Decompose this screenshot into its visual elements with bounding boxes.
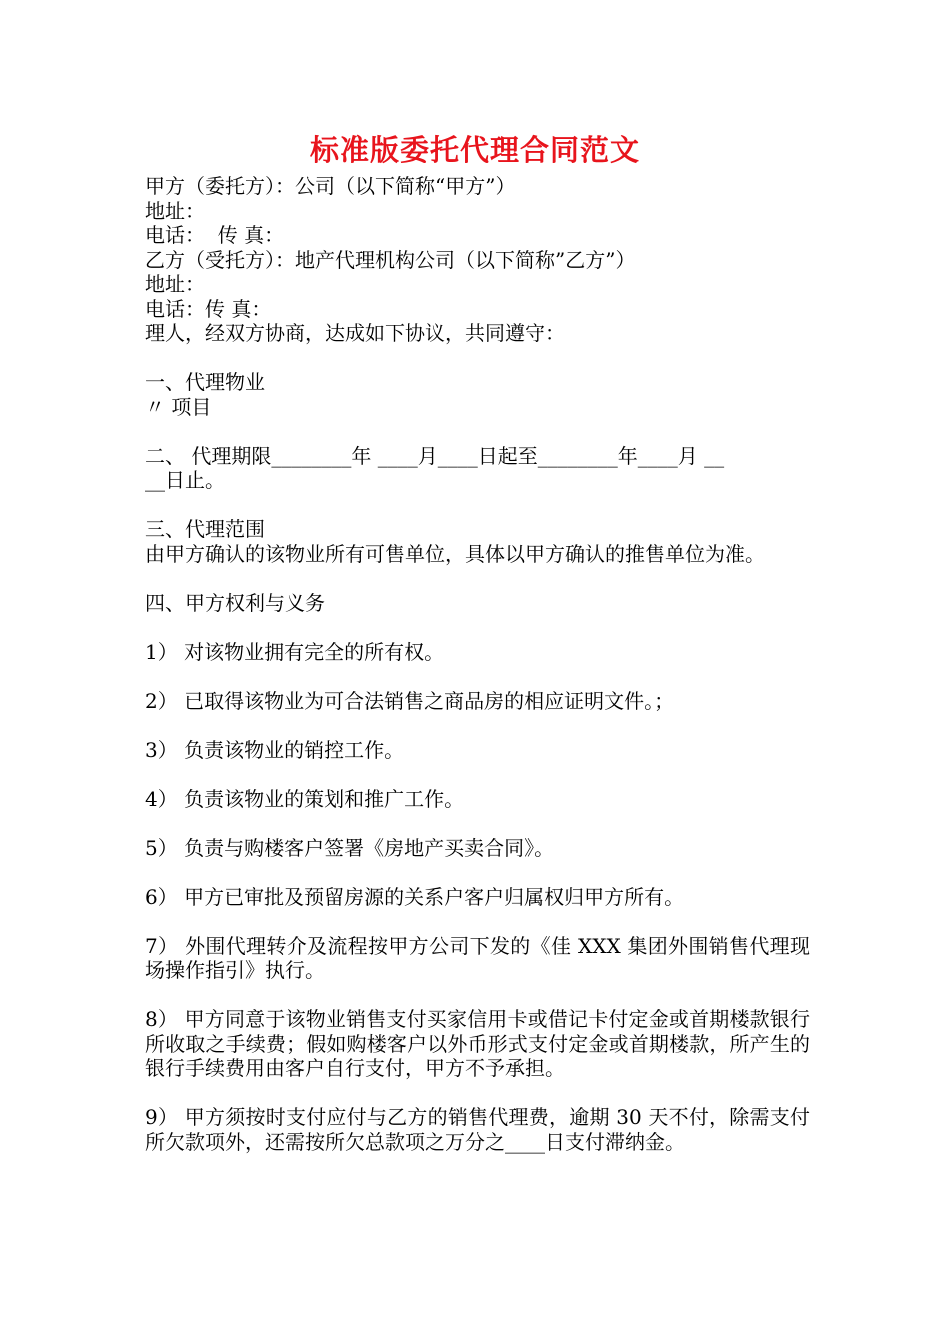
spacer bbox=[145, 419, 810, 444]
spacer bbox=[145, 713, 810, 738]
party-b-address: 地址： bbox=[145, 272, 205, 296]
list-item: 6） 甲方已审批及预留房源的关系户客户归属权归甲方所有。 bbox=[145, 884, 685, 909]
list-item: 8） 甲方同意于该物业销售支付买家信用卡或借记卡付定金或首期楼款银行所收取之手续费；假如购楼客户以外币形式支付定金或首期楼款，所产生的银行手续费用由客户自行支付，甲方不予承担。 bbox=[145, 1007, 810, 1080]
party-b-line: 乙方（受托方）：地产代理机构公司（以下简称”乙方”） bbox=[145, 247, 636, 272]
section-2-line-1: 二、 代理期限________年 ____月____日起至________年____月 __ bbox=[145, 443, 725, 468]
document-body bbox=[145, 174, 810, 1154]
document-title: 标准版委托代理合同范文 bbox=[309, 133, 640, 167]
section-3-content: 由甲方确认的该物业所有可售单位，具体以甲方确认的推售单位为准。 bbox=[145, 541, 765, 566]
spacer bbox=[145, 811, 810, 836]
section-2-line-2: __日止。 bbox=[145, 468, 225, 492]
spacer bbox=[145, 493, 810, 518]
list-item: 2） 已取得该物业为可合法销售之商品房的相应证明文件。； bbox=[145, 688, 675, 713]
spacer bbox=[145, 860, 810, 885]
list-item: 1） 对该物业拥有完全的所有权。 bbox=[145, 639, 445, 664]
party-a-address: 地址： bbox=[145, 198, 205, 223]
spacer bbox=[145, 346, 810, 371]
section-3-heading: 三、代理范围 bbox=[145, 517, 265, 541]
party-b-phone-fax: 电话：传 真： bbox=[145, 296, 272, 321]
list-item: 3） 负责该物业的销控工作。 bbox=[145, 737, 405, 762]
spacer bbox=[145, 983, 810, 1008]
list-item: 9） 甲方须按时支付应付与乙方的销售代理费，逾期 30 天不付，除需支付所欠款项外，还需按所欠总款项之万分之____日支付滞纳金。 bbox=[145, 1105, 810, 1154]
spacer bbox=[145, 762, 810, 787]
list-item: 4） 负责该物业的策划和推广工作。 bbox=[145, 786, 465, 811]
list-item: 5） 负责与购楼客户签署《房地产买卖合同》。 bbox=[145, 835, 555, 860]
spacer bbox=[145, 909, 810, 934]
agreement-intro: 理人，经双方协商，达成如下协议，共同遵守： bbox=[145, 321, 565, 345]
spacer bbox=[145, 1081, 810, 1106]
section-1-heading: 一、代理物业 bbox=[145, 370, 265, 394]
section-1-content: 〃 项目 bbox=[145, 394, 212, 419]
party-a-phone-fax: 电话： 传 真： bbox=[145, 223, 285, 247]
spacer bbox=[145, 566, 810, 591]
spacer bbox=[145, 615, 810, 640]
section-4-heading: 四、甲方权利与义务 bbox=[145, 590, 325, 615]
party-a-line: 甲方（委托方）：公司（以下简称“甲方”） bbox=[145, 174, 516, 198]
list-item: 7） 外围代理转介及流程按甲方公司下发的《佳 XXX 集团外围销售代理现场操作指引》执行。 bbox=[145, 933, 810, 982]
spacer bbox=[145, 664, 810, 689]
